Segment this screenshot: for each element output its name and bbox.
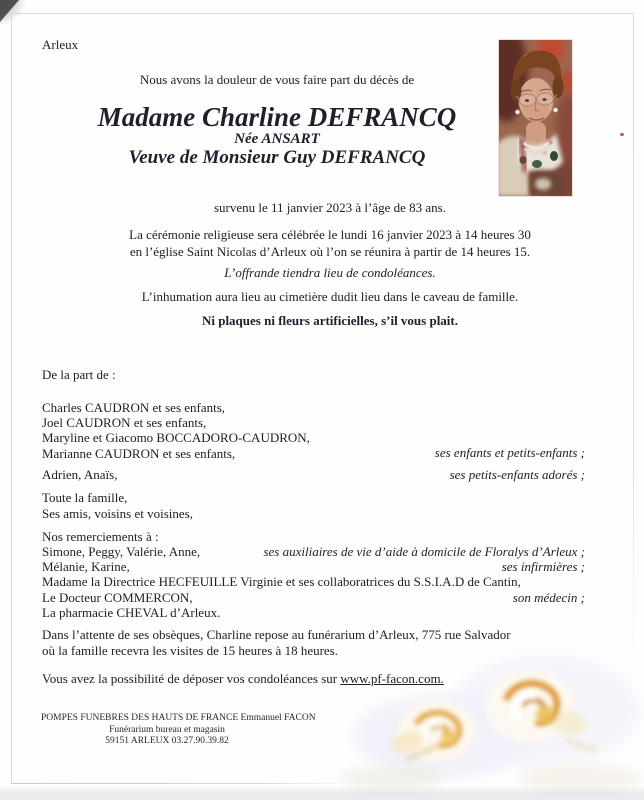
repose-line-2: où la famille recevra les visites de 15 heures à 18 heures.	[42, 642, 338, 658]
child-line: Maryline et Giacomo BOCCADORO-CAUDRON,	[42, 430, 310, 446]
ceremony-details	[42, 227, 618, 260]
widow-line: Veuve de Monsieur Guy DEFRANCQ	[128, 147, 426, 168]
thanks-list	[42, 544, 585, 620]
burial-line: L’inhumation aura lieu au cimetière dudit lieu dans le caveau de famille.	[141, 289, 519, 304]
city-label: Arleux	[42, 37, 79, 52]
ceremony-line-2: en l’église Saint Nicolas d’Arleux où l’on se réunira à partir de 14 heures 15.	[129, 243, 531, 259]
thanks-names: Simone, Peggy, Valérie, Anne,	[42, 544, 201, 559]
scan-corner-artifact	[0, 0, 19, 22]
repose-paragraph	[42, 627, 511, 658]
from-heading: De la part de :	[42, 367, 116, 382]
condolences-link[interactable]: www.pf-facon.com.	[340, 671, 444, 686]
announcement-intro: Nous avons la douleur de vous faire part du décès de	[139, 72, 415, 87]
thanks-role: ses auxiliaires de vie d’aide à domicile de Floralys d’Arleux ;	[263, 544, 585, 559]
page-edge-right	[633, 13, 634, 668]
child-line: Joel CAUDRON et ses enfants,	[42, 415, 207, 431]
offering-line: L’offrande tiendra lieu de condoléances.	[224, 265, 436, 280]
family-line: Toute la famille,	[42, 490, 128, 505]
grandchildren-relation-label: ses petits-enfants adorés ;	[449, 467, 585, 482]
funeral-home-line3: 59151 ARLEUX 03.27.90.39.82	[105, 736, 229, 746]
thanks-role: son médecin ;	[512, 589, 585, 605]
child-line: Marianne CAUDRON et ses enfants,	[42, 445, 236, 461]
thanks-names: Mélanie, Karine,	[42, 559, 130, 575]
thanks-row	[42, 574, 585, 589]
thanks-names: Le Docteur COMMERCON,	[42, 589, 193, 605]
maiden-name: Née ANSART	[234, 131, 320, 147]
child-line: Charles CAUDRON et ses enfants,	[42, 400, 226, 415]
thanks-row	[42, 590, 585, 605]
children-relation-label: ses enfants et petits-enfants ;	[434, 445, 585, 460]
thanks-row	[42, 544, 585, 559]
thanks-row	[42, 605, 585, 620]
thanks-names: La pharmacie CHEVAL d’Arleux.	[42, 604, 221, 620]
page-edge-left	[11, 13, 12, 783]
death-date-line: survenu le 11 janvier 2023 à l’âge de 83 ans.	[213, 200, 446, 215]
thanks-row	[42, 559, 585, 574]
scan-speck	[620, 133, 624, 136]
repose-line-1: Dans l’attente de ses obsèques, Charline repose au funérarium d’Arleux, 775 rue Salvador	[42, 627, 511, 642]
ceremony-line-1: La cérémonie religieuse sera célébrée le lundi 16 janvier 2023 à 14 heures 30	[129, 227, 531, 242]
deceased-name: Madame Charline DEFRANCQ	[97, 102, 457, 132]
family-line: Ses amis, voisins et voisines,	[42, 505, 193, 521]
page-edge-top	[11, 13, 634, 14]
thanks-names: Madame la Directrice HECFEUILLE Virginie et ses collaboratrices du S.S.I.A.D de Cantin,	[42, 574, 521, 590]
funeral-home-line2: Funérarium bureau et magasin	[109, 724, 225, 735]
funeral-home-block	[41, 713, 316, 748]
thanks-heading: Nos remerciements à :	[42, 529, 159, 544]
funeral-home-name: POMPES FUNEBRES DES HAUTS DE FRANCE Emmanuel FACON	[41, 713, 316, 723]
page-edge-bottom	[11, 783, 356, 784]
condolences-text: Vous avez la possibilité de déposer vos condoléances sur	[42, 671, 341, 686]
family-others-list	[42, 490, 193, 521]
no-flowers-line: Ni plaques ni fleurs artificielles, s’il vous plait.	[201, 313, 459, 328]
children-list	[42, 400, 310, 461]
scan-bottom-edge	[0, 786, 644, 800]
thanks-role: ses infirmières ;	[501, 559, 585, 575]
grandchildren-line: Adrien, Anaïs,	[42, 467, 118, 482]
condolences-line	[42, 671, 444, 686]
